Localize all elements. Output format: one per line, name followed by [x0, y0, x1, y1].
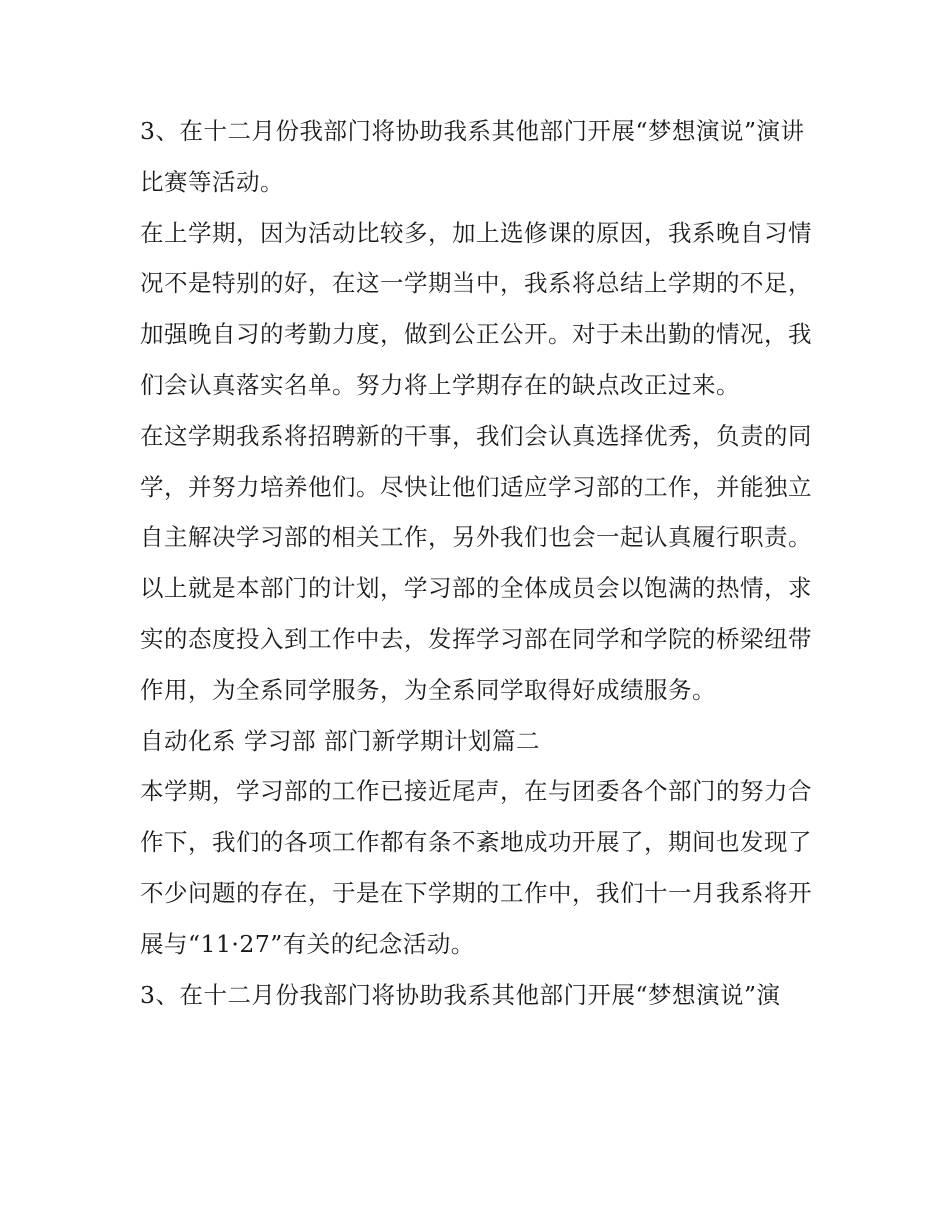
section-heading: 自动化系 学习部 部门新学期计划篇二 [140, 726, 540, 755]
paragraph-semester-review: 本学期，学习部的工作已接近尾声，在与团委各个部门的努力合作下，我们的各项工作都有条不紊地成功开展了，期间也发现了不少问题的存在，于是在下学期的工作中，我们十一月我系将开展与“11·27”有关的纪念活动。 [140, 777, 812, 958]
paragraph-summary: 以上就是本部门的计划，学习部的全体成员会以饱满的热情，求实的态度投入到工作中去，发挥学习部在同学和学院的桥梁纽带作用，为全系同学服务，为全系同学取得好成绩服务。 [140, 574, 812, 704]
paragraph-plan-item-3-repeat: 3、在十二月份我部门将协助我系其他部门开展“梦想演说”演 [140, 980, 781, 1009]
paragraph-plan-item-3: 3、在十二月份我部门将协助我系其他部门开展“梦想演说”演讲比赛等活动。 [140, 117, 805, 196]
paragraph-recruitment: 在这学期我系将招聘新的干事，我们会认真选择优秀，负责的同学，并努力培养他们。尽快让他们适应学习部的工作，并能独立自主解决学习部的相关工作，另外我们也会一起认真履行职责。 [140, 421, 812, 552]
document-body [140, 106, 820, 1020]
paragraph-evening-study: 在上学期，因为活动比较多，加上选修课的原因，我系晚自习情况不是特别的好，在这一学期当中，我系将总结上学期的不足，加强晚自习的考勤力度，做到公正公开。对于未出勤的情况，我们会认真落实名单。努力将上学期存在的缺点改正过来。 [140, 218, 812, 399]
